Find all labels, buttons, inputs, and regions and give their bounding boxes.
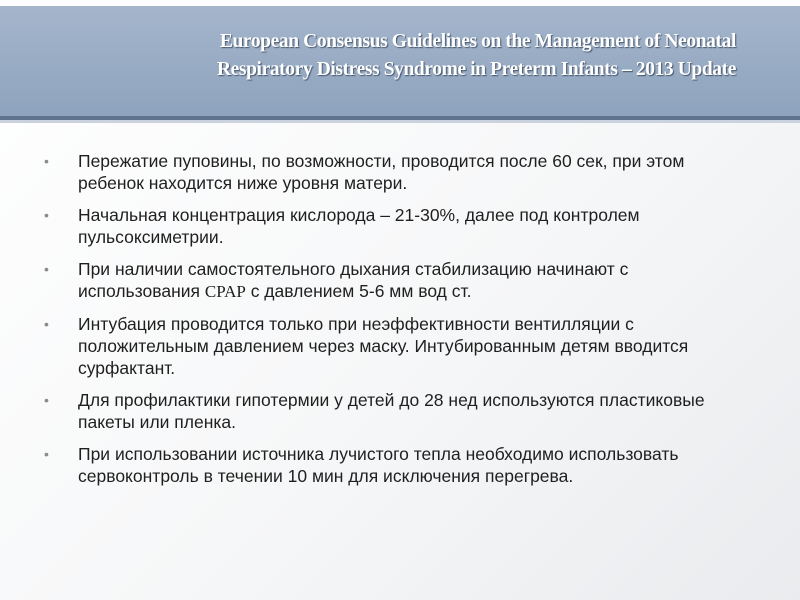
bullet-text-before: При наличии самостоятельного дыхания стабилизацию начинают с использования [78, 259, 629, 301]
bullet-text [78, 258, 734, 303]
bullet-item-oxygen [44, 204, 734, 248]
bullet-dot-icon: • [44, 153, 49, 169]
bullet-text: Начальная концентрация кислорода – 21-30%, далее под контролем пульсоксиметрии. [78, 205, 640, 247]
bullet-text-after: с давлением 5-6 мм вод ст. [245, 281, 472, 301]
slide-title-line-2: Respiratory Distress Syndrome in Preterm Infants – 2013 Update [216, 59, 736, 80]
slide-title [96, 28, 736, 84]
bullet-dot-icon: • [44, 392, 49, 408]
bullet-item-radiant-warmer [44, 443, 734, 487]
bullet-item-cpap [44, 258, 734, 303]
bullet-dot-icon: • [44, 316, 49, 332]
bullet-dot-icon: • [44, 261, 49, 277]
bullet-text: При использовании источника лучистого тепла необходимо использовать сервоконтроль в течении 10 мин для исключения перегрева. [78, 444, 679, 486]
bullet-list [44, 150, 734, 497]
bullet-text: Для профилактики гипотермии у детей до 28 нед используются пластиковые пакеты или пленка. [78, 390, 705, 432]
bullet-dot-icon: • [44, 207, 49, 223]
slide-title-line-1: European Consensus Guidelines on the Management of Neonatal [219, 31, 736, 52]
bullet-item-hypothermia [44, 389, 734, 433]
bullet-text: Пережатие пуповины, по возможности, проводится после 60 сек, при этом ребенок находится ниже уровня матери. [78, 151, 685, 193]
cpap-acronym: CPAP [204, 282, 246, 301]
bullet-dot-icon: • [44, 446, 49, 462]
bullet-item-intubation [44, 313, 734, 379]
bullet-item-cord-clamping [44, 150, 734, 194]
bullet-text: Интубация проводится только при неэффективности вентилляции с положительным давлением через маску. Интубированным детям вводится сурфактант. [78, 314, 689, 378]
header-divider-light [0, 120, 800, 123]
